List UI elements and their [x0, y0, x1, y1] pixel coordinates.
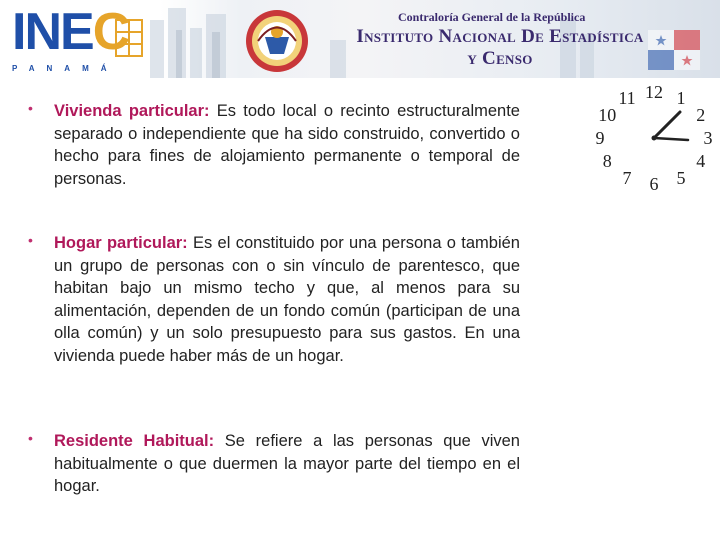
definition-text — [54, 232, 520, 367]
logo-grid-icon — [114, 18, 144, 58]
clock-numeral: 11 — [618, 88, 636, 109]
contraloria-title: Contraloría General de la República — [398, 10, 586, 24]
term-description: Es todo local o recinto estructuralmente separado o independiente que ha sido construido, convertido o hecho para fines de alojamiento permanente o temporal de personas. — [54, 102, 520, 188]
clock-numeral: 1 — [676, 88, 686, 109]
clock-numeral: 12 — [645, 82, 663, 102]
bullet: • — [28, 232, 33, 248]
institute-title: Instituto Nacional De Estadística y Censo — [356, 26, 644, 69]
clock-numeral: 10 — [598, 105, 617, 125]
hour-hand — [654, 138, 688, 140]
clock-numeral: 3 — [703, 128, 713, 148]
clock-numeral: 8 — [602, 151, 612, 171]
clock-numeral: 9 — [595, 128, 605, 148]
inec-logo: INEC PANAMÁ — [6, 2, 144, 78]
clock-numeral: 4 — [696, 151, 706, 171]
clock-numeral: 6 — [649, 174, 659, 190]
minute-hand — [654, 112, 680, 138]
term-label: Residente Habitual: — [54, 432, 215, 450]
bullet: • — [28, 100, 33, 116]
contraloria-seal-icon — [244, 8, 310, 74]
clock-numeral: 7 — [622, 167, 632, 188]
panama-flag-icon — [648, 30, 700, 70]
clock-center — [652, 136, 657, 141]
term-description: Es el constituido por una persona o también un grupo de personas con o sin vínculo de parentesco, que habitan bajo un mismo techo y que, al menos para su alimentación, dependen de un fondo común (participan de una olla común) y un solo presupuesto para sus gastos. En una vivienda puede haber más de un hogar. — [54, 234, 520, 365]
bullet: • — [28, 430, 33, 446]
clock-numeral: 5 — [676, 167, 686, 188]
definition-text — [54, 100, 520, 190]
term-label: Vivienda particular: — [54, 102, 210, 120]
clock-icon — [588, 78, 720, 190]
header-banner — [0, 0, 720, 78]
clock-numeral: 2 — [696, 105, 706, 125]
term-label: Hogar particular: — [54, 234, 188, 252]
term-description: Se refiere a las personas que viven habitualmente o que duermen la mayor parte del tiempo en el hogar. — [54, 432, 520, 495]
definition-text — [54, 430, 520, 498]
